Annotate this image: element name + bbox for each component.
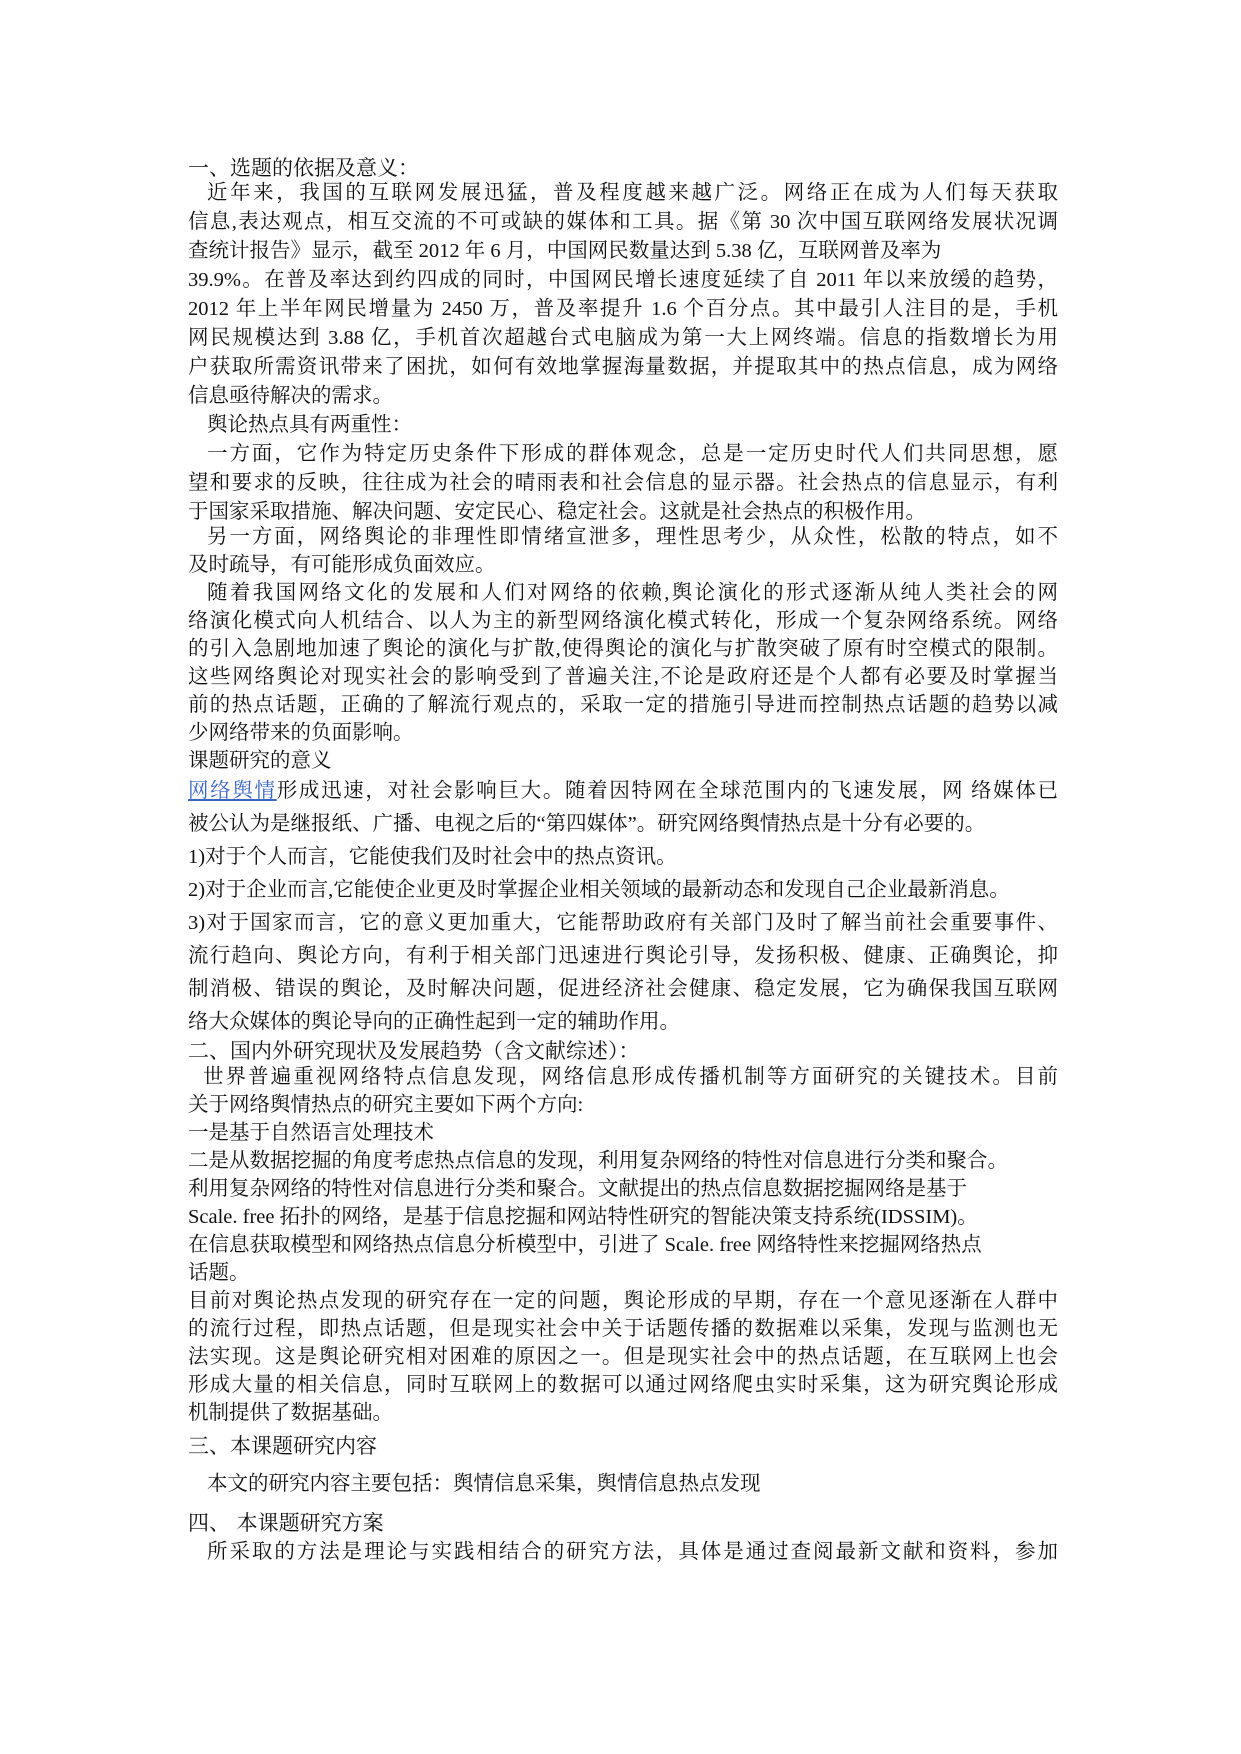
section-1-intro-paragraphs [188,179,1058,527]
section-1-discussion-paragraphs [188,523,1058,775]
paragraph-line: 在信息获取模型和网络热点信息分析模型中，引进了 Scale. free 网络特性来挖掘网络热点 [188,1234,982,1256]
paragraph-line: 的流行过程，即热点话题，但是现实社会中关于话题传播的数据难以采集，发现与监测也无 [188,1318,1058,1340]
paragraph-line: 少网络带来的负面影响。 [188,722,414,744]
paragraph-line: 及时疏导，有可能形成负面效应。 [188,554,496,576]
subheading: 课题研究的意义 [188,750,332,772]
public-opinion-link[interactable]: 网络舆情 [188,780,277,802]
paragraph-line: 信息亟待解决的需求。 [188,385,393,407]
paragraph-text: 形成迅速，对社会影响巨大。随着因特网在全球范围内的飞速发展，网 络媒体已 [276,780,1059,802]
paragraph-line: 络演化模式向人机结合、以人为主的新型网络演化模式转化，形成一个复杂网络系统。网络 [188,610,1058,632]
paragraph-line: 本文的研究内容主要包括：舆情信息采集，舆情信息热点发现 [207,1473,761,1495]
section-2-paragraphs [188,1063,1058,1427]
paragraph-line: 世界普遍重视网络特点信息发现，网络信息形成传播机制等方面研究的关键技术。目前 [203,1066,1058,1088]
paragraph-line: 舆论热点具有两重性： [207,414,412,436]
paragraph-line: 关于网络舆情热点的研究主要如下两个方向: [188,1094,584,1116]
list-item: 1)对于个人而言，它能使我们及时社会中的热点资讯。 [188,846,677,868]
section-2 [188,1039,1058,1427]
paragraph-line: 于国家采取措施、解决问题、安定民心、稳定社会。这就是社会热点的积极作用。 [188,501,926,523]
section-1-heading: 一、选题的依据及意义： [188,156,419,180]
paragraph-line: 目前对舆论热点发现的研究存在一定的问题，舆论形成的早期，存在一个意见逐渐在人群中 [188,1290,1058,1312]
list-item: 2)对于企业而言,它能使企业更及时掌握企业相关领域的最新动态和发现自己企业最新消息。 [188,879,1010,901]
paragraph-line: 所采取的方法是理论与实践相结合的研究方法，具体是通过查阅最新文献和资料，参加 [207,1541,1058,1563]
paragraph-line: 前的热点话题，正确的了解流行观点的，采取一定的措施引导进而控制热点话题的趋势以减 [188,694,1058,716]
document-body [188,157,1058,1567]
list-item-line: 流行趋向、舆论方向，有利于相关部门迅速进行舆论引导，发扬积极、健康、正确舆论，抑 [188,945,1058,967]
section-1 [188,157,1058,1039]
paragraph-line: 近年来，我国的互联网发展迅猛，普及程度越来越广泛。网络正在成为人们每天获取 [207,182,1058,204]
section-4 [188,1509,1058,1567]
paragraph-line: 望和要求的反映，往往成为社会的晴雨表和社会信息的显示器。社会热点的信息显示，有利 [188,472,1058,494]
paragraph-line: Scale. free 拓扑的网络，是基于信息挖掘和网站特性研究的智能决策支持系统(IDSSIM)。 [188,1206,978,1228]
list-item-line: 络大众媒体的舆论导向的正确性起到一定的辅助作用。 [188,1011,680,1033]
paragraph-line: 机制提供了数据基础。 [188,1402,393,1424]
paragraph-line: 一是基于自然语言处理技术 [188,1122,434,1144]
section-3 [188,1427,1058,1503]
paragraph-line: 这些网络舆论对现实社会的影响受到了普遍关注,不论是政府还是个人都有必要及时掌握当 [188,666,1058,688]
paragraph-line: 一方面，它作为特定历史条件下形成的群体观念，总是一定历史时代人们共同思想，愿 [207,443,1058,465]
paragraph-line: 被公认为是继报纸、广播、电视之后的“第四媒体”。研究网络舆情热点是十分有必要的。 [188,813,986,835]
paragraph-line: 利用复杂网络的特性对信息进行分类和聚合。文献提出的热点信息数据挖掘网络是基于 [188,1178,967,1200]
paragraph-line: 随着我国网络文化的发展和人们对网络的依赖,舆论演化的形式逐渐从纯人类社会的网 [207,582,1058,604]
paragraph-line: 网民规模达到 3.88 亿，手机首次超越台式电脑成为第一大上网终端。信息的指数增长为用 [188,327,1058,349]
paragraph-line: 二是从数据挖掘的角度考虑热点信息的发现，利用复杂网络的特性对信息进行分类和聚合。 [188,1150,1008,1172]
paragraph-line: 法实现。这是舆论研究相对困难的原因之一。但是现实社会中的热点话题，在互联网上也会 [188,1346,1058,1368]
list-item: 3)对于国家而言，它的意义更加重大，它能帮助政府有关部门及时了解当前社会重要事件、 [188,912,1058,934]
section-2-heading: 二、国内外研究现状及发展趋势（含文献综述）： [188,1039,640,1063]
paragraph-line: 话题。 [188,1262,250,1284]
paragraph-line: 39.9%。在普及率达到约四成的同时，中国网民增长速度延续了自 2011 年以来放缓的趋势， [188,269,1058,291]
paragraph-line: 2012 年上半年网民增量为 2450 万，普及率提升 1.6 个百分点。其中最引人注目的是，手机 [188,298,1058,320]
section-4-heading: 四、 本课题研究方案 [188,1511,384,1535]
section-3-heading: 三、本课题研究内容 [188,1434,377,1458]
paragraph-line: 信息,表达观点，相互交流的不可或缺的媒体和工具。据《第 30 次中国互联网络发展状况调 [188,211,1058,233]
significance-paragraphs [188,775,1058,1039]
paragraph-line [188,775,1058,808]
list-item-line: 制消极、错误的舆论，及时解决问题，促进经济社会健康、稳定发展，它为确保我国互联网 [188,978,1058,1000]
paragraph-line: 户获取所需资讯带来了困扰，如何有效地掌握海量数据，并提取其中的热点信息，成为网络 [188,356,1058,378]
paragraph-line: 查统计报告》显示，截至 2012 年 6 月，中国网民数量达到 5.38 亿，互联网普及率为 [188,240,942,262]
paragraph-line: 的引入急剧地加速了舆论的演化与扩散,使得舆论的演化与扩散突破了原有时空模式的限制。 [188,638,1058,660]
paragraph-line: 形成大量的相关信息，同时互联网上的数据可以通过网络爬虫实时采集，这为研究舆论形成 [188,1374,1058,1396]
paragraph-line: 另一方面，网络舆论的非理性即情绪宣泄多，理性思考少，从众性，松散的特点，如不 [207,526,1058,548]
